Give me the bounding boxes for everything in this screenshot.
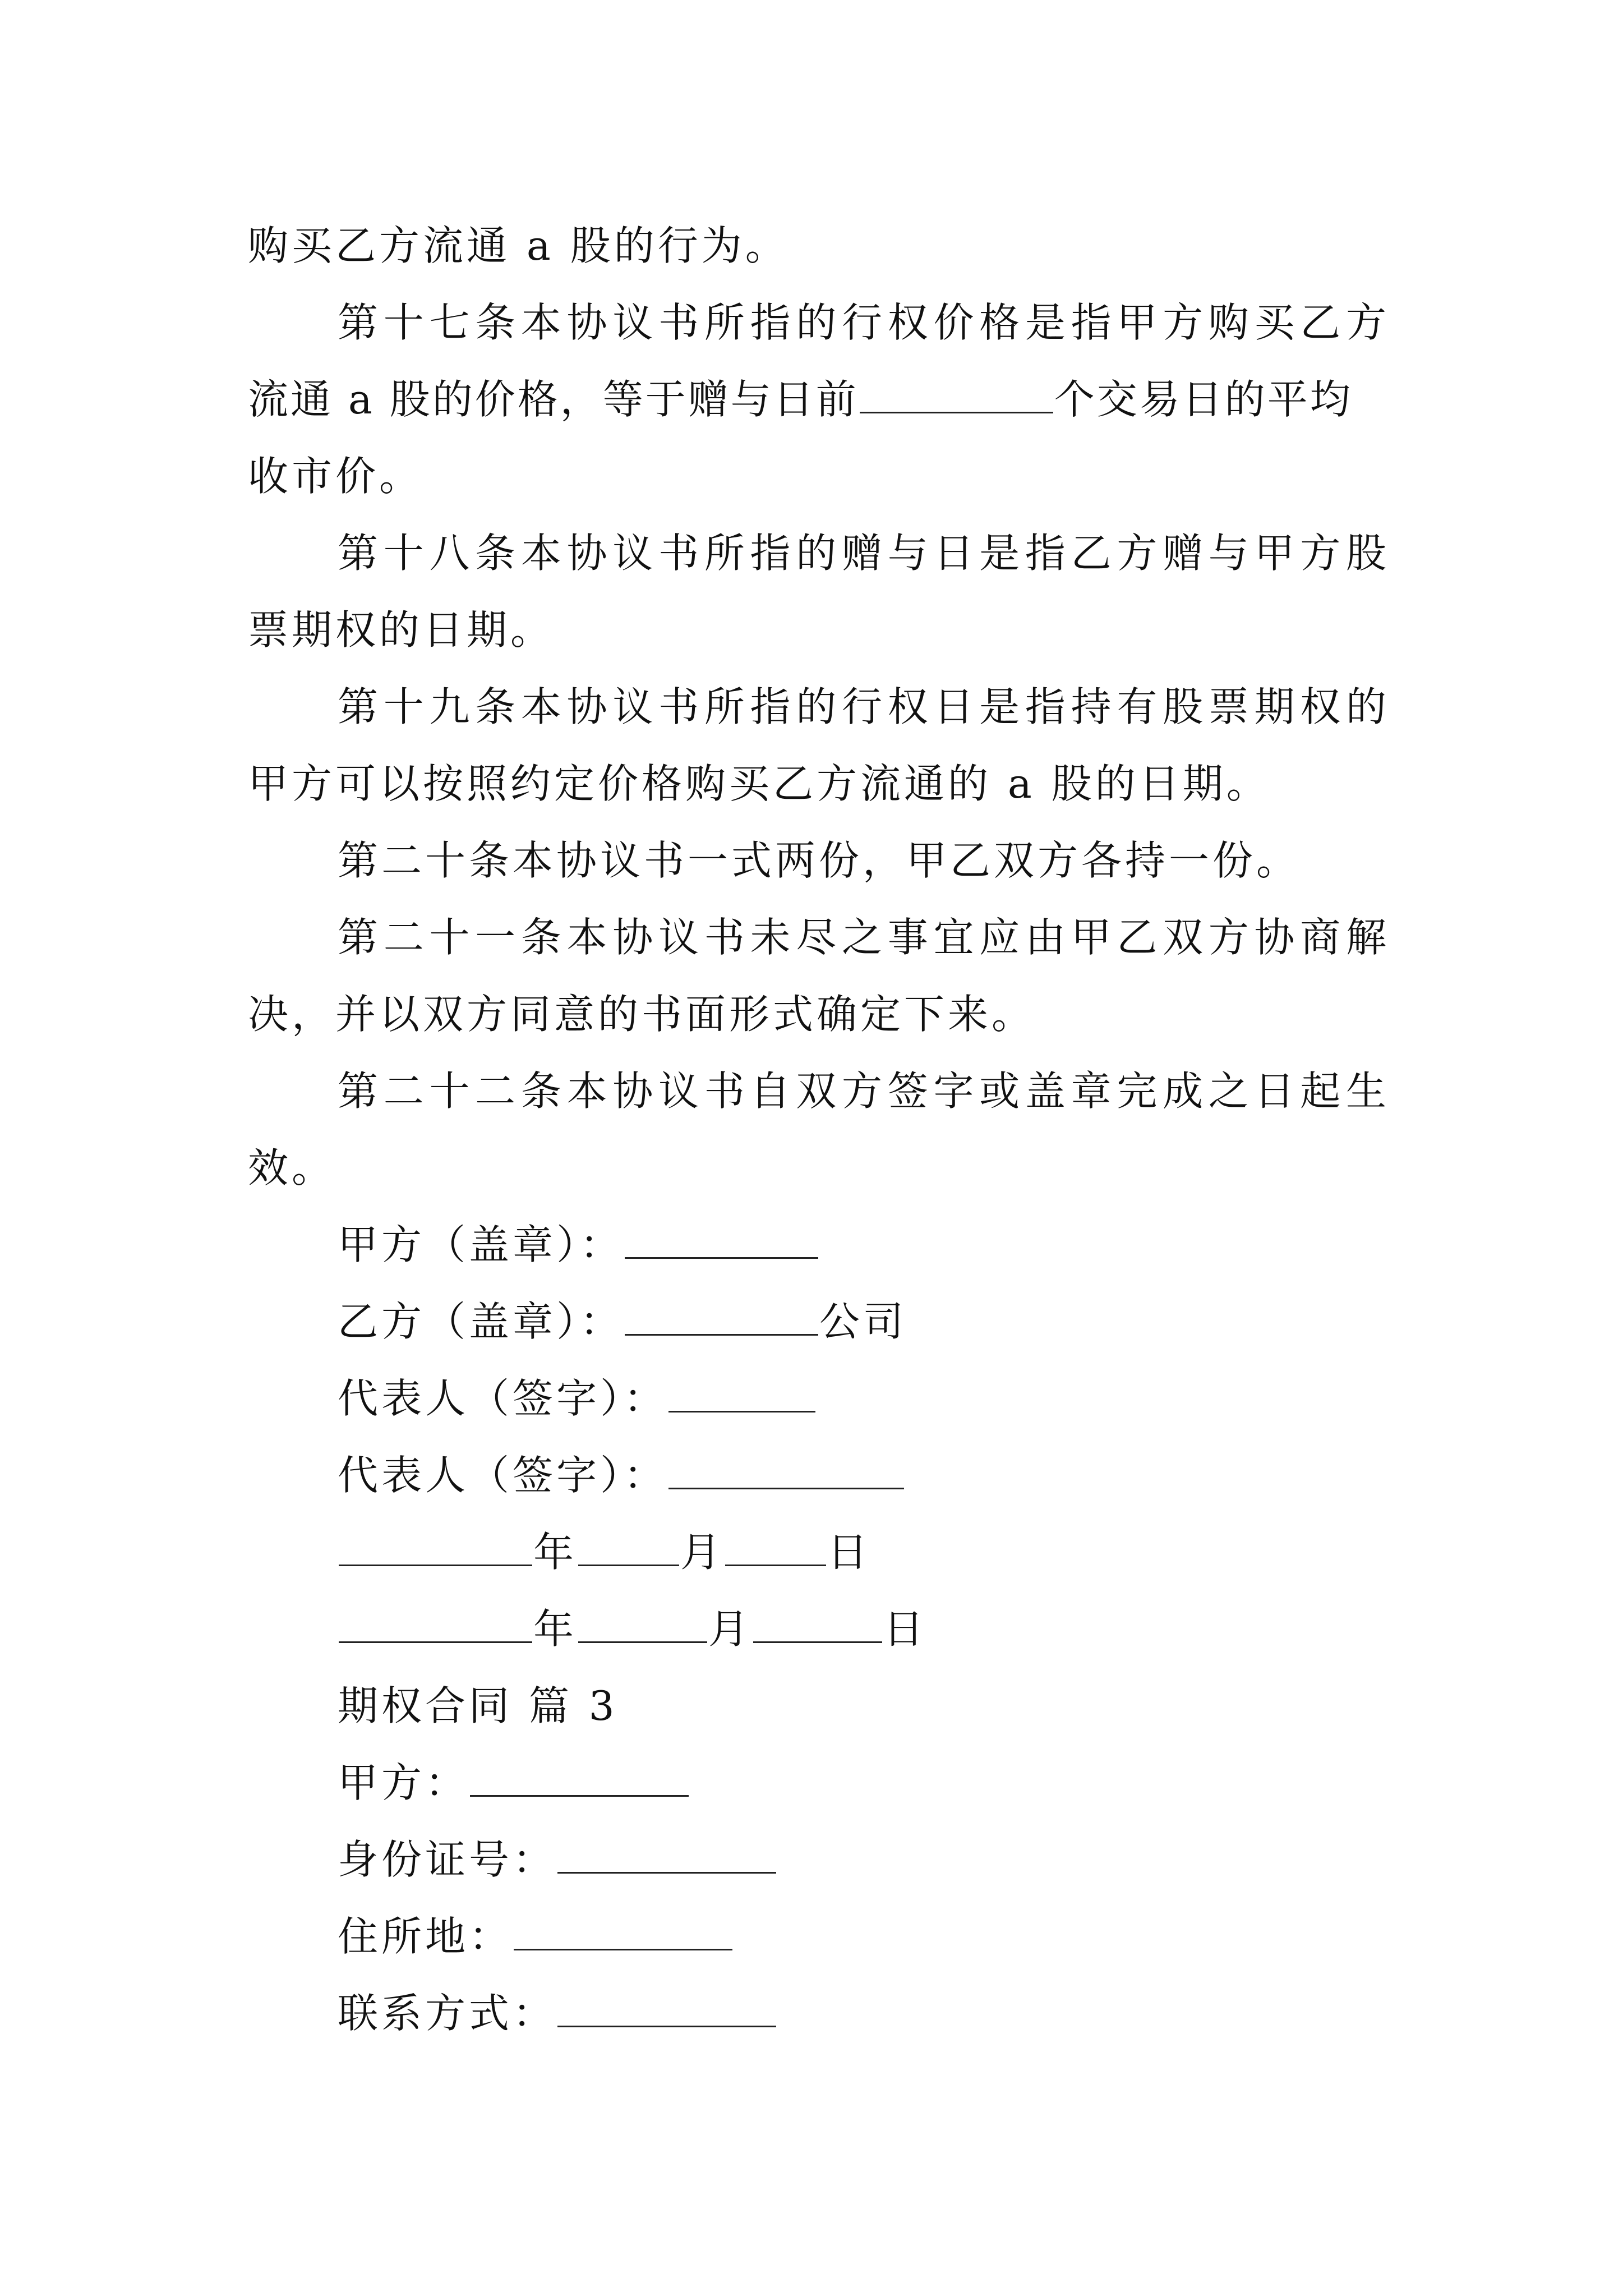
party-a-seal-label: 甲方（盖章）： <box>338 1221 624 1268</box>
representative-2-blank <box>668 1453 904 1489</box>
date-2-year-label: 年 <box>533 1605 578 1653</box>
date-1-year-label: 年 <box>533 1529 578 1576</box>
date-2-month-blank <box>578 1607 707 1643</box>
section-3-id-label: 身份证号： <box>338 1836 557 1883</box>
article-19-line-2: 甲方可以按照约定价格购买乙方流通的 a 股的日期。 <box>248 760 1270 807</box>
representative-2-label: 代表人（签字）： <box>338 1452 668 1499</box>
document-page <box>248 208 1386 2052</box>
date-1-day-label: 日 <box>827 1529 872 1576</box>
representative-1-blank <box>668 1376 815 1412</box>
section-3-title: 期权合同 篇 3 <box>338 1682 618 1729</box>
article-20-line: 第二十条本协议书一式两份，甲乙双方各持一份。 <box>338 837 1301 884</box>
party-b-seal-blank <box>625 1299 818 1336</box>
date-2-day-label: 日 <box>883 1605 928 1653</box>
article-17-line-2 <box>248 361 1386 438</box>
party-b-seal-line <box>248 1283 1386 1360</box>
article-17-text-pre: 流通 a 股的价格，等于赠与日前 <box>248 376 859 423</box>
date-2-month-label: 月 <box>708 1605 753 1653</box>
date-2-day-blank <box>753 1607 882 1643</box>
representative-1-line <box>248 1360 1386 1437</box>
date-1-month-blank <box>578 1530 679 1566</box>
article-21-line-1: 第二十一条本协议书未尽之事宜应由甲乙双方协商解 <box>338 914 1386 961</box>
article-17-text-post: 个交易日的平均 <box>1054 376 1353 423</box>
trading-days-blank <box>860 377 1053 413</box>
section-3-contact-line <box>248 1975 1386 2052</box>
section-3-party-a-line <box>248 1745 1386 1821</box>
date-2-year-blank <box>339 1607 532 1643</box>
section-3-address-line <box>248 1898 1386 1975</box>
section-3-contact-label: 联系方式： <box>338 1990 557 2037</box>
section-3-address-blank <box>514 1914 732 1950</box>
section-3-address-label: 住所地： <box>338 1913 513 1960</box>
party-a-seal-line <box>248 1207 1386 1283</box>
section-3-contact-blank <box>557 1991 776 2027</box>
article-17-line-1: 第十七条本协议书所指的行权价格是指甲方购买乙方 <box>338 299 1386 346</box>
party-b-company-suffix: 公司 <box>819 1298 907 1345</box>
section-3-id-line <box>248 1821 1386 1898</box>
date-line-1 <box>248 1514 1386 1591</box>
party-b-seal-label: 乙方（盖章）： <box>338 1298 624 1345</box>
section-3-party-a-blank <box>470 1760 689 1797</box>
article-22-line-2: 效。 <box>248 1144 336 1191</box>
section-3-id-blank <box>557 1837 776 1874</box>
text-line: 购买乙方流通 a 股的行为。 <box>248 222 789 269</box>
date-1-day-blank <box>725 1530 826 1566</box>
article-21-line-2: 决，并以双方同意的书面形式确定下来。 <box>248 991 1036 1038</box>
date-1-month-label: 月 <box>680 1529 725 1576</box>
representative-2-line <box>248 1437 1386 1514</box>
article-17-line-3: 收市价。 <box>248 453 423 500</box>
article-18-line-1: 第十八条本协议书所指的赠与日是指乙方赠与甲方股 <box>338 530 1386 577</box>
article-18-line-2: 票期权的日期。 <box>248 606 555 654</box>
date-1-year-blank <box>339 1530 532 1566</box>
section-3-party-a-label: 甲方： <box>338 1759 469 1806</box>
article-22-line-1: 第二十二条本协议书自双方签字或盖章完成之日起生 <box>338 1068 1386 1115</box>
party-a-seal-blank <box>625 1222 818 1259</box>
article-19-line-1: 第十九条本协议书所指的行权日是指持有股票期权的 <box>338 683 1386 730</box>
date-line-2 <box>248 1591 1386 1668</box>
representative-1-label: 代表人（签字）： <box>338 1375 668 1422</box>
